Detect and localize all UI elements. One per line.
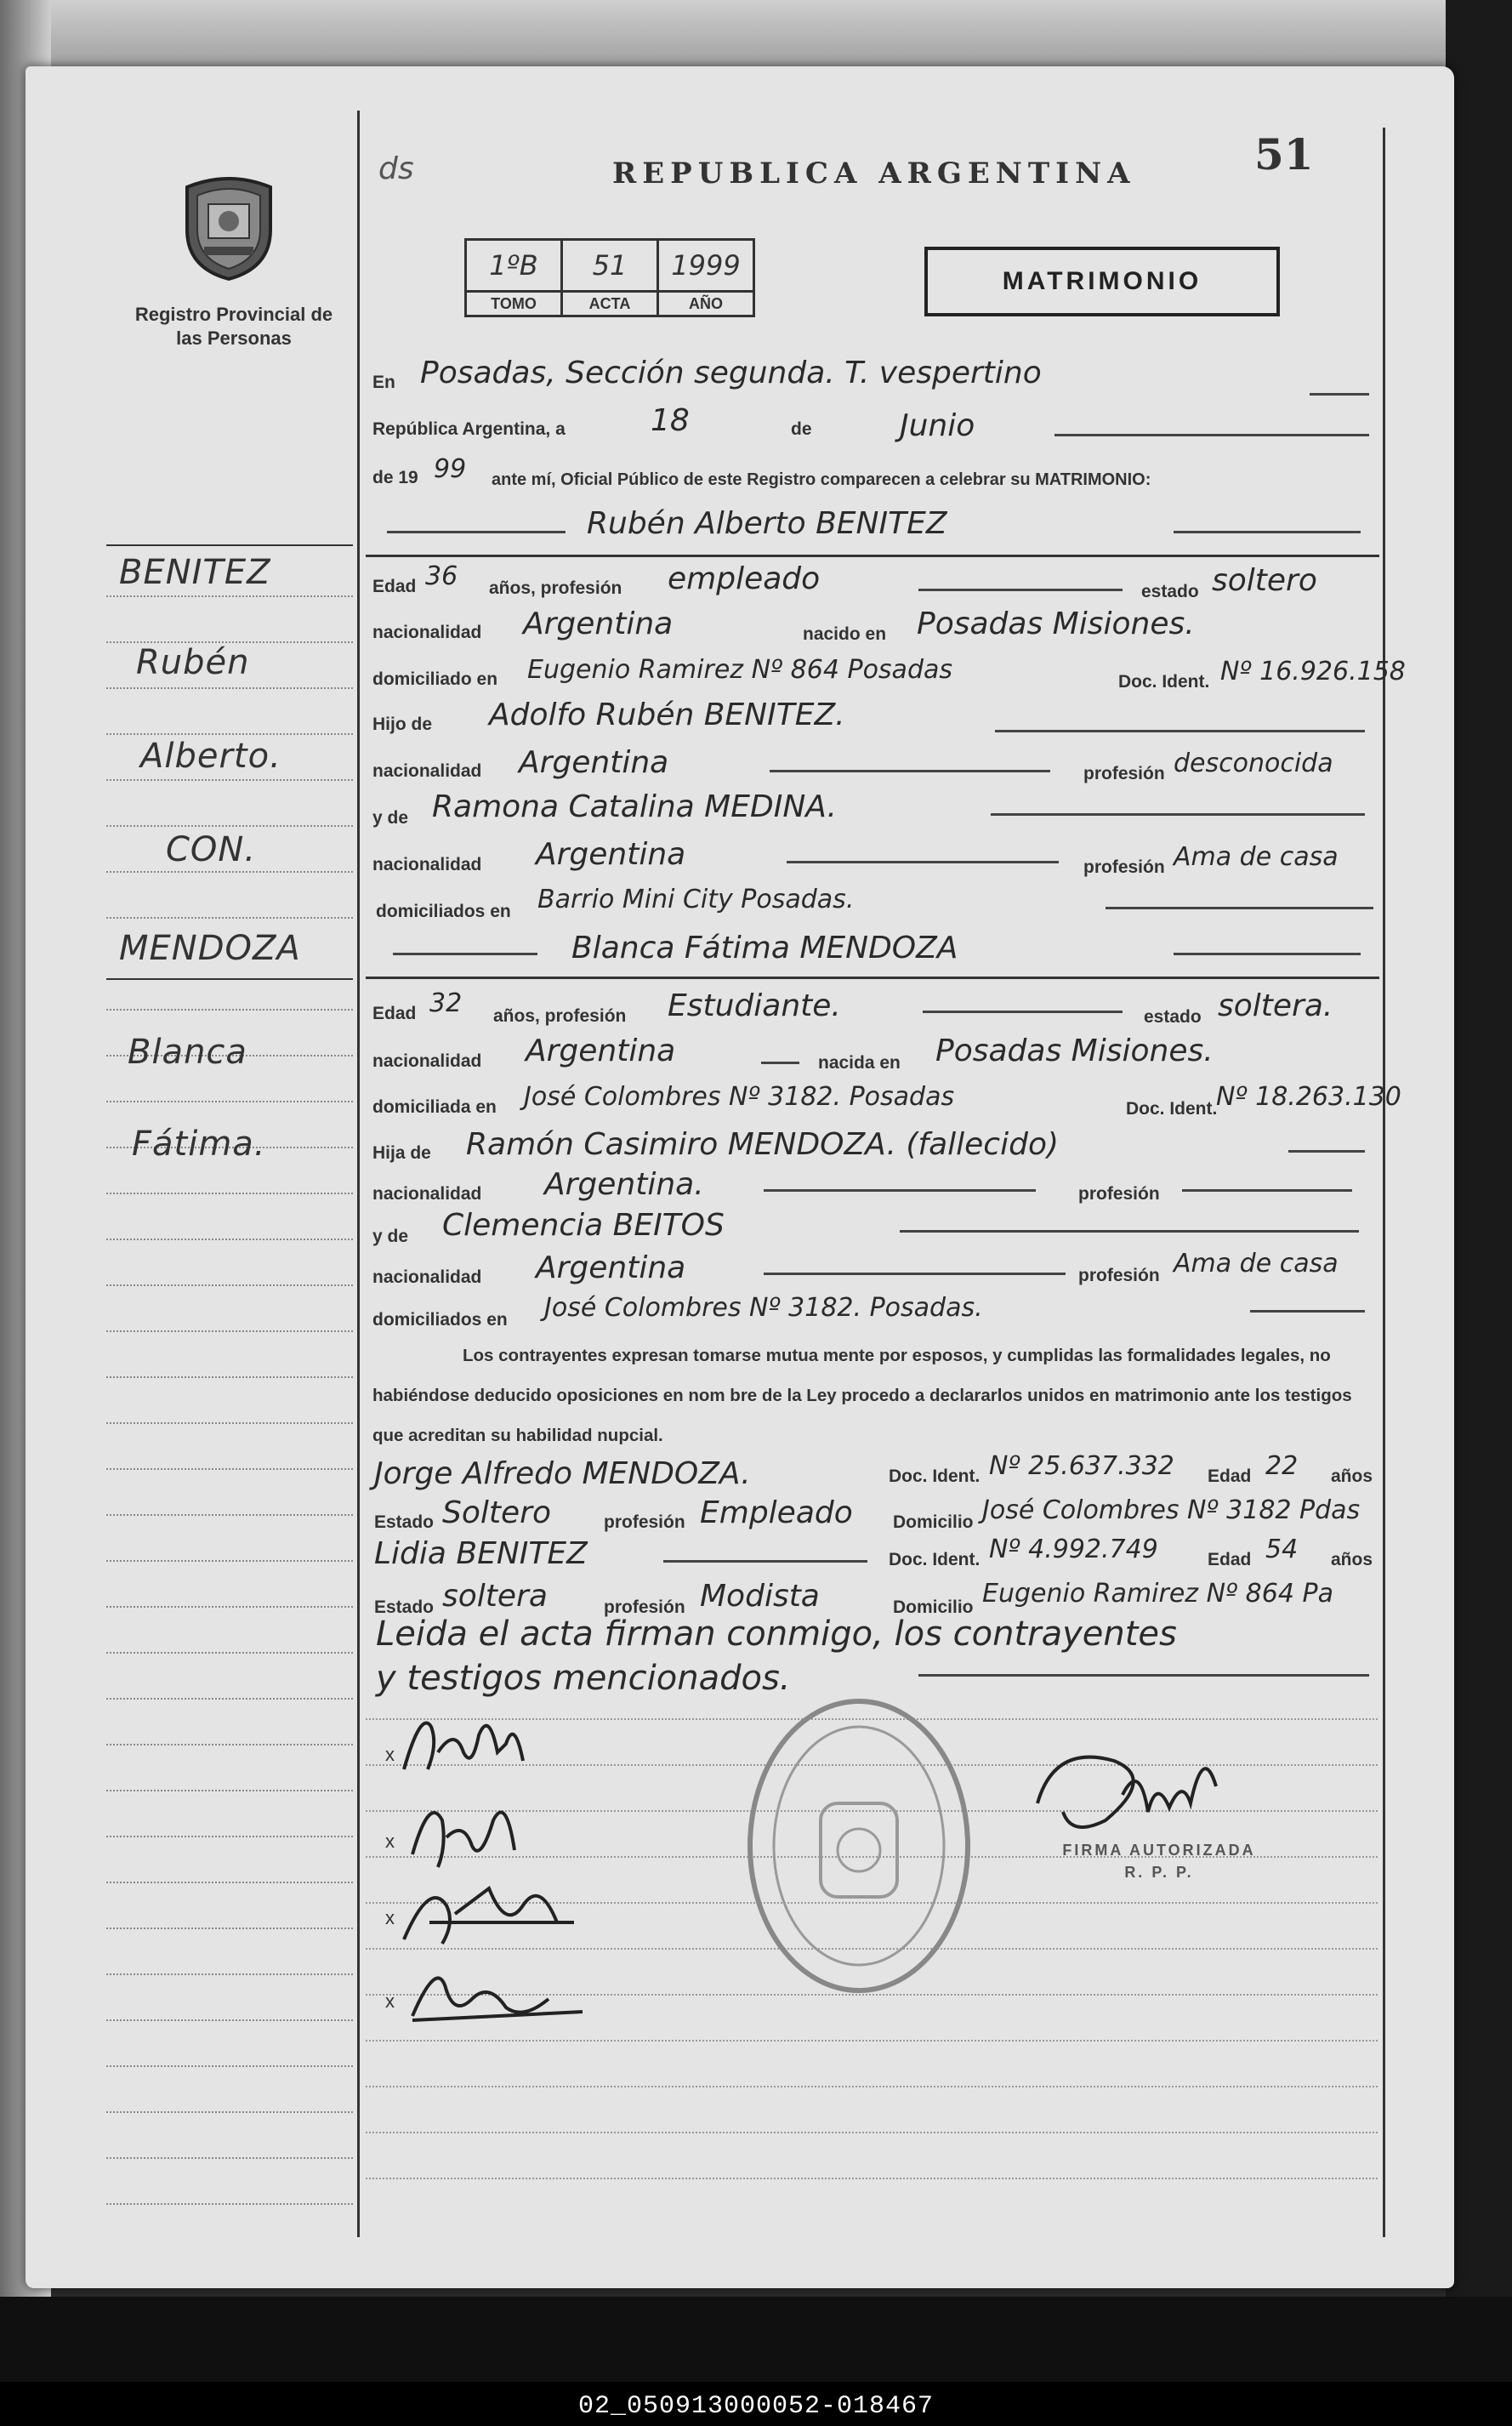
groom-birthplace: Posadas Misiones. [917, 606, 1195, 641]
margin-rule [106, 871, 353, 873]
witness-1-profession: Empleado [700, 1495, 853, 1530]
fill-line [764, 1189, 1036, 1192]
registry-name: Registro Provincial de las Personas [134, 304, 333, 349]
bride-father-nationality: Argentina. [544, 1167, 704, 1202]
svg-text:x: x [385, 1744, 395, 1765]
body-rule [366, 2040, 1378, 2042]
bride-mother-label: y de [372, 1227, 409, 1246]
bride-mother-nationality: Argentina [536, 1250, 686, 1285]
groom-mother-profession: Ama de casa [1174, 842, 1339, 872]
bride-parents-domicile-label: domiciliados en [372, 1310, 508, 1330]
groom-age-label: Edad [372, 577, 417, 596]
body-rule [366, 2132, 1378, 2133]
witness-2-prof-label: profesión [604, 1597, 685, 1617]
margin-rule [106, 1560, 353, 1562]
witness-1-address: José Colombres Nº 3182 Pdas [982, 1495, 1361, 1525]
scan-backdrop-right [1446, 0, 1512, 2348]
groom-age: 36 [425, 561, 458, 591]
groom-parents-domicile-label: domiciliados en [376, 902, 511, 921]
fill-line [663, 1560, 867, 1563]
bride-domicile-label: domiciliada en [372, 1097, 497, 1117]
svg-text:x: x [385, 1990, 395, 2012]
margin-rule [106, 1009, 353, 1011]
groom-domicile-label: domiciliado en [372, 669, 498, 689]
groom-nationality: Argentina [523, 606, 674, 641]
witness-2-doc-label: Doc. Ident. [889, 1550, 981, 1569]
groom-father-nat-label: nacionalidad [372, 761, 482, 781]
fill-line [787, 861, 1059, 863]
closing-line-2: y testigos mencionados. [376, 1659, 791, 1698]
witness-1-doc: Nº 25.637.332 [989, 1451, 1174, 1481]
fill-line [1174, 953, 1361, 955]
fill-line [1182, 1189, 1352, 1192]
margin-name-6: Fátima. [132, 1125, 266, 1164]
tomo-label: TOMO [466, 292, 562, 316]
witness-1-signature [378, 1863, 600, 1956]
coat-of-arms-icon [179, 170, 279, 281]
witness-1-state: Soltero [442, 1495, 551, 1530]
registry-office-label: R. P. P. [1124, 1864, 1194, 1881]
certificate-type: MATRIMONIO [924, 247, 1280, 316]
witness-2-domicile-label: Domicilio [893, 1597, 974, 1617]
tomo-value: 1ºB [466, 240, 562, 292]
margin-rule [106, 978, 353, 980]
witness-2-profession: Modista [700, 1579, 820, 1614]
margin-connector: CON. [166, 830, 257, 869]
groom-mother-prof-label: profesión [1083, 857, 1165, 877]
fill-line [764, 1273, 1066, 1275]
bride-doc: Nº 18.263.130 [1216, 1082, 1401, 1112]
authorized-signature-label: FIRMA AUTORIZADA [1062, 1842, 1256, 1859]
bride-mother-profession: Ama de casa [1174, 1249, 1339, 1278]
witness-2-age: 54 [1265, 1535, 1299, 1564]
witness-2-name: Lidia BENITEZ [374, 1536, 588, 1571]
bride-father: Ramón Casimiro MENDOZA. (fallecido) [466, 1127, 1060, 1162]
bride-address: José Colombres Nº 3182. Posadas [524, 1082, 955, 1112]
groom-mother: Ramona Catalina MEDINA. [432, 789, 837, 824]
margin-rule [106, 1330, 353, 1332]
margin-rule [106, 595, 353, 597]
groom-mother-nationality: Argentina [536, 837, 686, 872]
margin-rule [106, 1882, 353, 1883]
fill-line [991, 813, 1365, 816]
fill-line [923, 1011, 1123, 1013]
bride-doc-label: Doc. Ident. [1126, 1099, 1218, 1119]
closing-line-1: Leida el acta firman conmigo, los contrayentes [376, 1614, 1177, 1654]
margin-rule [106, 1973, 353, 1975]
fill-line [1054, 434, 1369, 436]
margin-rule [106, 687, 353, 689]
margin-rule [106, 1422, 353, 1424]
right-border [1383, 128, 1385, 2237]
margin-rule [106, 2111, 353, 2113]
groom-father: Adolfo Rubén BENITEZ. [489, 698, 845, 732]
bride-nationality: Argentina [526, 1034, 676, 1068]
record-box [464, 238, 755, 317]
bride-age: 32 [429, 988, 463, 1018]
svg-text:x: x [385, 1831, 395, 1852]
margin-rule [106, 1836, 353, 1837]
witness-2-address: Eugenio Ramirez Nº 864 Pa [982, 1579, 1333, 1609]
fill-line [387, 531, 566, 533]
groom-father-label: Hijo de [372, 715, 433, 734]
svg-text:x: x [385, 1907, 395, 1928]
fill-line [1174, 531, 1361, 533]
fill-line [770, 770, 1050, 772]
official-seal [740, 1693, 978, 1999]
witness-2-state-label: Estado [374, 1597, 435, 1617]
folio-mark: ds [378, 151, 414, 186]
groom-full-name: Rubén Alberto BENITEZ [587, 506, 947, 541]
section-divider [366, 555, 1379, 557]
groom-father-prof-label: profesión [1083, 764, 1165, 783]
fill-line [918, 589, 1123, 591]
appearance-sentence: ante mí, Oficial Público de este Registro comparecen a celebrar su MATRIMONIO: [492, 470, 1151, 489]
margin-surname-groom: BENITEZ [119, 553, 271, 592]
margin-rule [106, 544, 353, 546]
groom-doc: Nº 16.926.158 [1220, 657, 1406, 686]
margin-rule [106, 1514, 353, 1516]
margin-rule [106, 2157, 353, 2159]
scan-id: 02_050913000052-018467 [577, 2392, 935, 2421]
bride-state-label: estado [1144, 1007, 1202, 1027]
witness-1-doc-label: Doc. Ident. [889, 1466, 981, 1486]
groom-nationality-label: nacionalidad [372, 623, 482, 642]
margin-name-2: Alberto. [140, 737, 281, 776]
margin-rule [106, 917, 353, 919]
year: 99 [434, 454, 467, 484]
marriage-declaration: Los contrayentes expresan tomarse mutua mente por esposos, y cumplidas las formalidades legales, no habiéndose deducido oposiciones en nom bre de la Ley procedo a declararlos unidos en matrimonio ante los testigos que acreditan su habilidad nupcial. [372, 1346, 1352, 1445]
margin-rule [106, 779, 353, 781]
ano-label: AÑO [658, 292, 754, 316]
fill-line [761, 1062, 799, 1064]
witness-2-state: soltera [442, 1579, 548, 1614]
margin-rule [106, 1744, 353, 1745]
margin-rule [106, 1284, 353, 1286]
witness-2-signature [378, 1948, 600, 2033]
bride-mother-prof-label: profesión [1078, 1266, 1160, 1285]
fill-line [393, 953, 537, 955]
fill-line [1310, 393, 1369, 396]
margin-rule [106, 1193, 353, 1194]
margin-rule [106, 1652, 353, 1654]
bride-mother: Clemencia BEITOS [442, 1208, 725, 1243]
body-rule [366, 2178, 1378, 2179]
margin-rule [106, 1606, 353, 1608]
bride-age-label: Edad [372, 1004, 417, 1023]
bride-state: soltera. [1218, 988, 1333, 1023]
official-signature [1020, 1727, 1233, 1854]
groom-father-nationality: Argentina [519, 745, 669, 780]
margin-rule [106, 2203, 353, 2205]
margin-rule [106, 1239, 353, 1240]
ano-value: 1999 [658, 240, 754, 292]
bride-profession: Estudiante. [668, 988, 841, 1023]
fill-line [1288, 1150, 1365, 1153]
margin-name-1: Rubén [136, 643, 250, 682]
place: Posadas, Sección segunda. T. vespertino [420, 356, 1042, 390]
groom-father-profession: desconocida [1174, 749, 1333, 778]
margin-rule [106, 1698, 353, 1700]
body-rule [366, 2086, 1378, 2087]
en-label: En [372, 373, 395, 392]
witness-1-state-label: Estado [374, 1512, 435, 1532]
witness-2-age-unit: años [1331, 1550, 1373, 1569]
bride-father-label: Hija de [372, 1143, 431, 1163]
bride-nationality-label: nacionalidad [372, 1051, 482, 1071]
witness-1-domicile-label: Domicilio [893, 1512, 974, 1532]
margin-rule [106, 825, 353, 827]
year-label: de 19 [372, 468, 418, 487]
groom-signature [378, 1693, 566, 1795]
margin-rule [106, 2019, 353, 2021]
groom-doc-label: Doc. Ident. [1118, 672, 1210, 692]
bride-birthplace: Posadas Misiones. [935, 1034, 1214, 1068]
official-stamp-text [1036, 1839, 1282, 1883]
acta-label: ACTA [562, 292, 658, 316]
section-divider [366, 977, 1379, 979]
groom-state: soltero [1212, 563, 1317, 598]
bride-born-label: nacida en [818, 1053, 901, 1073]
bride-father-nat-label: nacionalidad [372, 1184, 482, 1204]
groom-born-label: nacido en [803, 624, 887, 644]
de-label: de [791, 419, 812, 439]
groom-profession-label: años, profesión [489, 578, 622, 598]
fill-line [900, 1230, 1359, 1233]
fill-line [995, 730, 1365, 732]
witness-1-age-unit: años [1331, 1466, 1373, 1486]
bride-profession-label: años, profesión [493, 1006, 627, 1026]
country-title: REPUBLICA ARGENTINA [612, 157, 1136, 191]
margin-rule [106, 1928, 353, 1929]
margin-divider [357, 111, 360, 2237]
scan-backdrop-top [0, 0, 1512, 77]
bride-full-name: Blanca Fátima MENDOZA [571, 931, 958, 965]
witness-1-name: Jorge Alfredo MENDOZA. [374, 1456, 751, 1491]
groom-profession: empleado [668, 561, 821, 596]
groom-address: Eugenio Ramirez Nº 864 Posadas [527, 655, 952, 685]
margin-surname-bride: MENDOZA [119, 929, 301, 968]
margin-rule [106, 2065, 353, 2067]
fill-line [1250, 1310, 1365, 1313]
folio-number: 51 [1254, 129, 1314, 179]
groom-mother-label: y de [372, 808, 409, 828]
acta-value: 51 [562, 240, 658, 292]
day: 18 [651, 403, 690, 438]
margin-rule [106, 733, 353, 735]
margin-name-5: Blanca [128, 1033, 247, 1072]
fill-line [1106, 907, 1373, 909]
groom-parents-address: Barrio Mini City Posadas. [537, 885, 855, 914]
witness-2-age-label: Edad [1208, 1550, 1252, 1569]
groom-state-label: estado [1141, 582, 1199, 601]
bride-mother-nat-label: nacionalidad [372, 1267, 482, 1287]
witness-1-age: 22 [1265, 1451, 1299, 1481]
margin-rule [106, 1468, 353, 1470]
witness-2-doc: Nº 4.992.749 [989, 1535, 1158, 1564]
groom-mother-nat-label: nacionalidad [372, 855, 482, 874]
margin-rule [106, 1101, 353, 1102]
witness-1-prof-label: profesión [604, 1512, 685, 1532]
bride-parents-address: José Colombres Nº 3182. Posadas. [544, 1293, 983, 1323]
witness-1-age-label: Edad [1208, 1466, 1252, 1486]
month: Junio [900, 408, 975, 443]
margin-rule [106, 1790, 353, 1791]
fill-line [918, 1674, 1369, 1677]
margin-rule [106, 1376, 353, 1378]
republic-label: República Argentina, a [372, 419, 566, 439]
bride-father-prof-label: profesión [1078, 1184, 1160, 1204]
